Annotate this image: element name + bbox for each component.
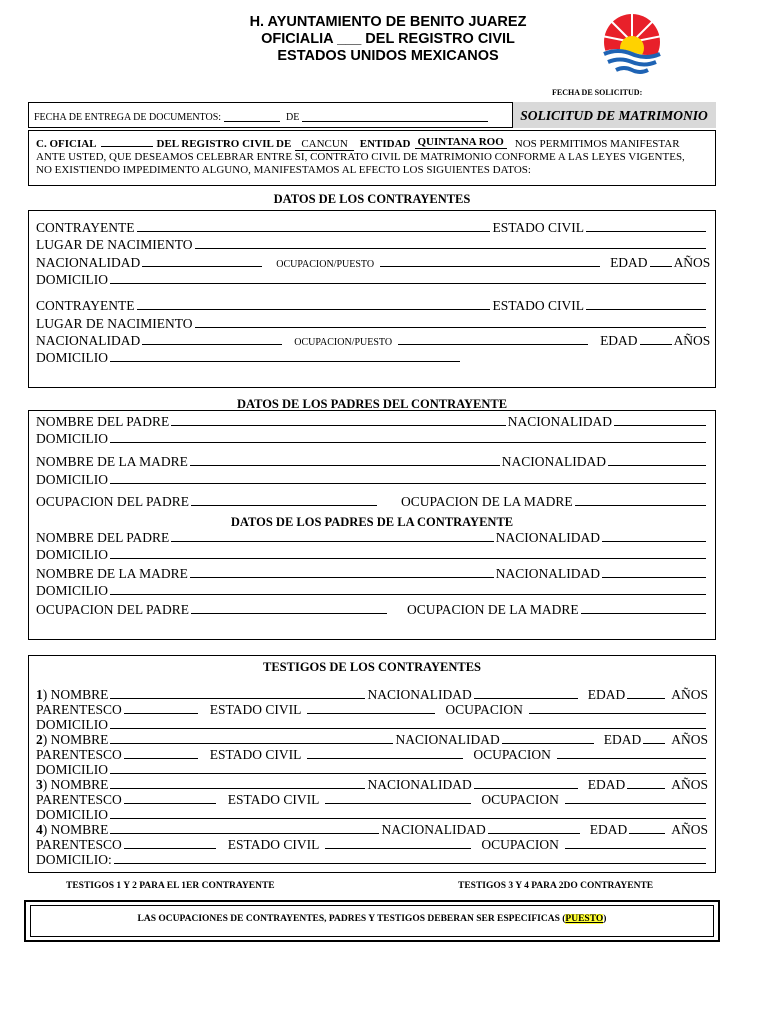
testigo-1-parentesco-field[interactable] <box>124 702 198 714</box>
contrayente-1-row <box>36 220 708 236</box>
padre-1-domicilio-label: DOMICILIO <box>36 431 108 446</box>
contrayente-1-name-field[interactable] <box>137 220 491 232</box>
padre-2-field[interactable] <box>171 530 493 542</box>
estado-civil-2-field[interactable] <box>586 298 706 310</box>
madre-1-domicilio-row <box>36 472 708 488</box>
cancun-logo <box>600 12 664 78</box>
testigo-1-parentesco-row <box>36 702 708 718</box>
madre-1-nacionalidad-field[interactable] <box>608 454 706 466</box>
notice-text-after: ) <box>603 914 607 924</box>
padre-1-nacionalidad-field[interactable] <box>614 414 706 426</box>
testigo-2-row <box>36 732 708 748</box>
madre-2-domicilio-field[interactable] <box>110 583 706 595</box>
madre-1-domicilio-field[interactable] <box>110 472 706 484</box>
intro-line-1 <box>36 137 708 151</box>
madre-2-label: NOMBRE DE LA MADRE <box>36 566 188 581</box>
madre-2-row <box>36 566 708 582</box>
testigo-2-nombre-field[interactable] <box>110 732 393 744</box>
testigo-1-parentesco-label: PARENTESCO <box>36 702 122 717</box>
padre-2-row <box>36 530 708 546</box>
domicilio-2-row <box>36 350 708 366</box>
ocupacion-2-label: OCUPACION/PUESTO <box>294 337 393 348</box>
ocup-madre-1-label: OCUPACION DE LA MADRE <box>401 494 573 509</box>
testigo-2-parentesco-label: PARENTESCO <box>36 747 122 762</box>
nacionalidad-2-field[interactable] <box>142 333 282 345</box>
office-title: H. AYUNTAMIENTO DE BENITO JUAREZ <box>249 14 527 30</box>
oficial-number-field[interactable] <box>101 137 153 147</box>
fecha-entrega-month-field[interactable] <box>302 111 488 122</box>
testigos-note-right: TESTIGOS 3 Y 4 PARA 2DO CONTRAYENTE <box>458 881 654 891</box>
contrayentes-title: DATOS DE LOS CONTRAYENTES <box>273 192 471 206</box>
padre-1-row <box>36 414 708 430</box>
ocup-padre-1-label: OCUPACION DEL PADRE <box>36 494 190 509</box>
testigo-2-ocupacion-label: OCUPACION <box>473 747 551 762</box>
estado-civil-2-label: ESTADO CIVIL <box>492 298 584 313</box>
form-title: SOLICITUD DE MATRIMONIO <box>520 108 708 123</box>
testigos-note-left: TESTIGOS 1 Y 2 PARA EL 1ER CONTRAYENTE <box>66 881 275 891</box>
notice-text-before: LAS OCUPACIONES DE CONTRAYENTES, PADRES Y TESTIGOS DEBERAN SER ESPECIFICAS ( <box>137 914 566 924</box>
testigos-title: TESTIGOS DE LOS CONTRAYENTES <box>262 660 482 674</box>
notice-text <box>30 914 714 924</box>
padres-contrayente-title: DATOS DE LOS PADRES DEL CONTRAYENTE <box>236 397 508 411</box>
testigo-3-parentesco-row <box>36 792 708 808</box>
testigo-3-edad-label: EDAD <box>587 777 626 792</box>
testigo-4-nacionalidad-field[interactable] <box>488 822 580 834</box>
testigo-2-domicilio-row <box>36 762 708 778</box>
ocup-padre-2-label: OCUPACION DEL PADRE <box>36 602 190 617</box>
testigo-1-domicilio-row <box>36 717 708 733</box>
testigo-3-parentesco-label: PARENTESCO <box>36 792 122 807</box>
testigo-4-estado-label: ESTADO CIVIL <box>227 837 320 852</box>
testigo-1-ocupacion-label: OCUPACION <box>445 702 523 717</box>
testigo-3-nombre-field[interactable] <box>110 777 365 789</box>
testigo-4-ocupacion-field[interactable] <box>565 837 706 849</box>
ocup-madre-2-field[interactable] <box>581 602 706 614</box>
padre-1-field[interactable] <box>171 414 505 426</box>
ocupacion-padres-1-row <box>36 494 708 510</box>
testigo-3-parentesco-field[interactable] <box>124 792 216 804</box>
testigo-1-edad-label: EDAD <box>587 687 626 702</box>
anos-1-label: AÑOS <box>673 255 711 270</box>
testigo-2-edad-field[interactable] <box>643 732 665 744</box>
intro-line-2: ANTE USTED, QUE DESEAMOS CELEBRAR ENTRE SI, CONTRATO CIVIL DE MATRIMONIO CONFORME A LAS LEYES VIGENTES, <box>36 151 685 163</box>
testigo-4-nombre-field[interactable] <box>110 822 379 834</box>
madre-1-row <box>36 454 708 470</box>
testigo-4-anos-label: AÑOS <box>671 822 708 837</box>
testigo-3-ocupacion-label: OCUPACION <box>481 792 559 807</box>
testigo-1-number: 1 <box>36 687 43 702</box>
testigo-4-domicilio-field[interactable] <box>114 852 706 864</box>
nacionalidad-2-label: NACIONALIDAD <box>36 333 141 348</box>
fecha-solicitud-label: FECHA DE SOLICITUD: <box>552 88 643 97</box>
madre-2-domicilio-row <box>36 583 708 599</box>
notice-highlight: PUESTO <box>565 914 604 924</box>
testigo-4-domicilio-row <box>36 852 708 868</box>
ocup-padre-1-field[interactable] <box>191 494 377 506</box>
anos-2-label: AÑOS <box>673 333 711 348</box>
testigo-1-ocupacion-field[interactable] <box>529 702 706 714</box>
padre-1-domicilio-row <box>36 431 708 447</box>
lugar-1-field[interactable] <box>195 237 707 249</box>
testigo-1-domicilio-label: DOMICILIO <box>36 717 108 732</box>
madre-1-field[interactable] <box>190 454 500 466</box>
testigo-2-ocupacion-field[interactable] <box>557 747 706 759</box>
padre-1-label: NOMBRE DEL PADRE <box>36 414 170 429</box>
ocup-padre-2-field[interactable] <box>191 602 387 614</box>
testigo-1-nombre-field[interactable] <box>110 687 365 699</box>
contrayente-1-label: CONTRAYENTE <box>36 220 135 235</box>
padre-2-nacionalidad-field[interactable] <box>602 530 706 542</box>
lugar-1-row <box>36 237 708 253</box>
domicilio-1-label: DOMICILIO <box>36 272 108 287</box>
entidad-label: ENTIDAD <box>359 138 411 150</box>
domicilio-1-field[interactable] <box>110 272 706 284</box>
fecha-entrega-day-field[interactable] <box>224 111 280 122</box>
testigo-2-estado-label: ESTADO CIVIL <box>209 747 302 762</box>
intro-tail: NOS PERMITIMOS MANIFESTAR <box>514 138 680 150</box>
testigo-3-domicilio-row <box>36 807 708 823</box>
ocupacion-1-field[interactable] <box>380 255 600 267</box>
padre-2-nacionalidad-label: NACIONALIDAD <box>495 530 600 545</box>
testigo-4-domicilio-label: DOMICILIO: <box>36 852 112 867</box>
ocupacion-padres-2-row <box>36 602 708 618</box>
testigo-3-edad-field[interactable] <box>627 777 665 789</box>
testigo-2-nacionalidad-field[interactable] <box>502 732 594 744</box>
testigo-2-estado-field[interactable] <box>307 747 463 759</box>
testigo-4-estado-field[interactable] <box>325 837 471 849</box>
padre-2-domicilio-field[interactable] <box>110 547 706 559</box>
domicilio-2-label: DOMICILIO <box>36 350 108 365</box>
padres-contrayente-2-title: DATOS DE LOS PADRES DE LA CONTRAYENTE <box>230 515 514 529</box>
domicilio-1-row <box>36 272 708 288</box>
del-registro-label: DEL REGISTRO CIVIL DE <box>156 138 292 150</box>
testigo-2-nombre-label: ) NOMBRE <box>42 732 109 747</box>
ocupacion-1-label: OCUPACION/PUESTO <box>276 259 375 270</box>
country-title: ESTADOS UNIDOS MEXICANOS <box>277 48 499 64</box>
edad-2-field[interactable] <box>640 333 672 345</box>
testigo-3-estado-field[interactable] <box>325 792 471 804</box>
testigo-4-parentesco-label: PARENTESCO <box>36 837 122 852</box>
testigo-1-nombre-label: ) NOMBRE <box>42 687 109 702</box>
city-value[interactable]: CANCUN <box>295 138 353 151</box>
testigo-3-anos-label: AÑOS <box>671 777 708 792</box>
testigo-2-domicilio-label: DOMICILIO <box>36 762 108 777</box>
testigo-4-nombre-label: ) NOMBRE <box>42 822 109 837</box>
madre-1-label: NOMBRE DE LA MADRE <box>36 454 188 469</box>
contrayente-2-row <box>36 298 708 314</box>
padre-1-domicilio-field[interactable] <box>110 431 706 443</box>
testigo-3-domicilio-field[interactable] <box>110 807 706 819</box>
testigo-4-edad-field[interactable] <box>629 822 665 834</box>
testigo-2-domicilio-field[interactable] <box>110 762 706 774</box>
oficial-label: C. OFICIAL <box>36 138 97 150</box>
testigo-4-parentesco-field[interactable] <box>124 837 216 849</box>
fecha-entrega-de-label: DE <box>286 112 300 123</box>
padre-2-domicilio-row <box>36 547 708 563</box>
lugar-2-field[interactable] <box>195 316 707 328</box>
testigo-3-nombre-label: ) NOMBRE <box>42 777 109 792</box>
testigo-1-estado-field[interactable] <box>307 702 435 714</box>
state-value[interactable]: QUINTANA ROO <box>415 136 507 149</box>
testigo-2-number: 2 <box>36 732 43 747</box>
testigo-1-row <box>36 687 708 703</box>
testigo-1-estado-label: ESTADO CIVIL <box>209 702 302 717</box>
madre-2-field[interactable] <box>190 566 494 578</box>
testigo-2-parentesco-field[interactable] <box>124 747 198 759</box>
edad-1-field[interactable] <box>650 255 672 267</box>
testigo-3-number: 3 <box>36 777 43 792</box>
madre-2-nacionalidad-field[interactable] <box>602 566 706 578</box>
testigo-4-parentesco-row <box>36 837 708 853</box>
padre-2-label: NOMBRE DEL PADRE <box>36 530 170 545</box>
lugar-2-label: LUGAR DE NACIMIENTO <box>36 316 193 331</box>
contrayente-2-label: CONTRAYENTE <box>36 298 135 313</box>
testigo-1-domicilio-field[interactable] <box>110 717 706 729</box>
estado-civil-1-field[interactable] <box>586 220 706 232</box>
ocupacion-2-field[interactable] <box>398 333 588 345</box>
testigo-4-edad-label: EDAD <box>589 822 628 837</box>
testigo-3-row <box>36 777 708 793</box>
testigo-4-row <box>36 822 708 838</box>
estado-civil-1-label: ESTADO CIVIL <box>492 220 584 235</box>
testigo-3-domicilio-label: DOMICILIO <box>36 807 108 822</box>
testigo-3-estado-label: ESTADO CIVIL <box>227 792 320 807</box>
fecha-entrega-label: FECHA DE ENTREGA DE DOCUMENTOS: <box>34 112 222 123</box>
testigo-4-nacionalidad-label: NACIONALIDAD <box>381 822 486 837</box>
madre-2-nacionalidad-label: NACIONALIDAD <box>495 566 600 581</box>
testigo-2-edad-label: EDAD <box>603 732 642 747</box>
testigo-1-nacionalidad-label: NACIONALIDAD <box>367 687 472 702</box>
ocup-madre-2-label: OCUPACION DE LA MADRE <box>407 602 579 617</box>
edad-1-label: EDAD <box>610 255 648 270</box>
lugar-1-label: LUGAR DE NACIMIENTO <box>36 237 193 252</box>
nacionalidad-1-row <box>36 255 711 271</box>
testigo-4-ocupacion-label: OCUPACION <box>481 837 559 852</box>
testigo-1-anos-label: AÑOS <box>671 687 708 702</box>
madre-2-domicilio-label: DOMICILIO <box>36 583 108 598</box>
lugar-2-row <box>36 316 708 332</box>
padre-2-domicilio-label: DOMICILIO <box>36 547 108 562</box>
intro-line-3: NO EXISTIENDO IMPEDIMENTO ALGUNO, MANIFESTAMOS AL EFECTO LOS SIGUIENTES DATOS: <box>36 164 531 176</box>
testigo-4-number: 4 <box>36 822 43 837</box>
testigo-3-nacionalidad-label: NACIONALIDAD <box>367 777 472 792</box>
testigo-2-nacionalidad-label: NACIONALIDAD <box>395 732 500 747</box>
testigo-2-anos-label: AÑOS <box>671 732 708 747</box>
padre-1-nacionalidad-label: NACIONALIDAD <box>507 414 612 429</box>
nacionalidad-1-field[interactable] <box>142 255 262 267</box>
testigo-2-parentesco-row <box>36 747 708 763</box>
testigo-1-nacionalidad-field[interactable] <box>474 687 578 699</box>
domicilio-2-field[interactable] <box>110 350 460 362</box>
contrayente-2-name-field[interactable] <box>137 298 491 310</box>
madre-1-domicilio-label: DOMICILIO <box>36 472 108 487</box>
testigo-3-nacionalidad-field[interactable] <box>474 777 578 789</box>
edad-2-label: EDAD <box>600 333 638 348</box>
ocup-madre-1-field[interactable] <box>575 494 706 506</box>
nacionalidad-1-label: NACIONALIDAD <box>36 255 141 270</box>
nacionalidad-2-row <box>36 333 711 349</box>
madre-1-nacionalidad-label: NACIONALIDAD <box>501 454 606 469</box>
testigo-1-edad-field[interactable] <box>627 687 665 699</box>
testigo-3-ocupacion-field[interactable] <box>565 792 706 804</box>
office-subtitle: OFICIALIA ___ DEL REGISTRO CIVIL <box>261 31 515 47</box>
